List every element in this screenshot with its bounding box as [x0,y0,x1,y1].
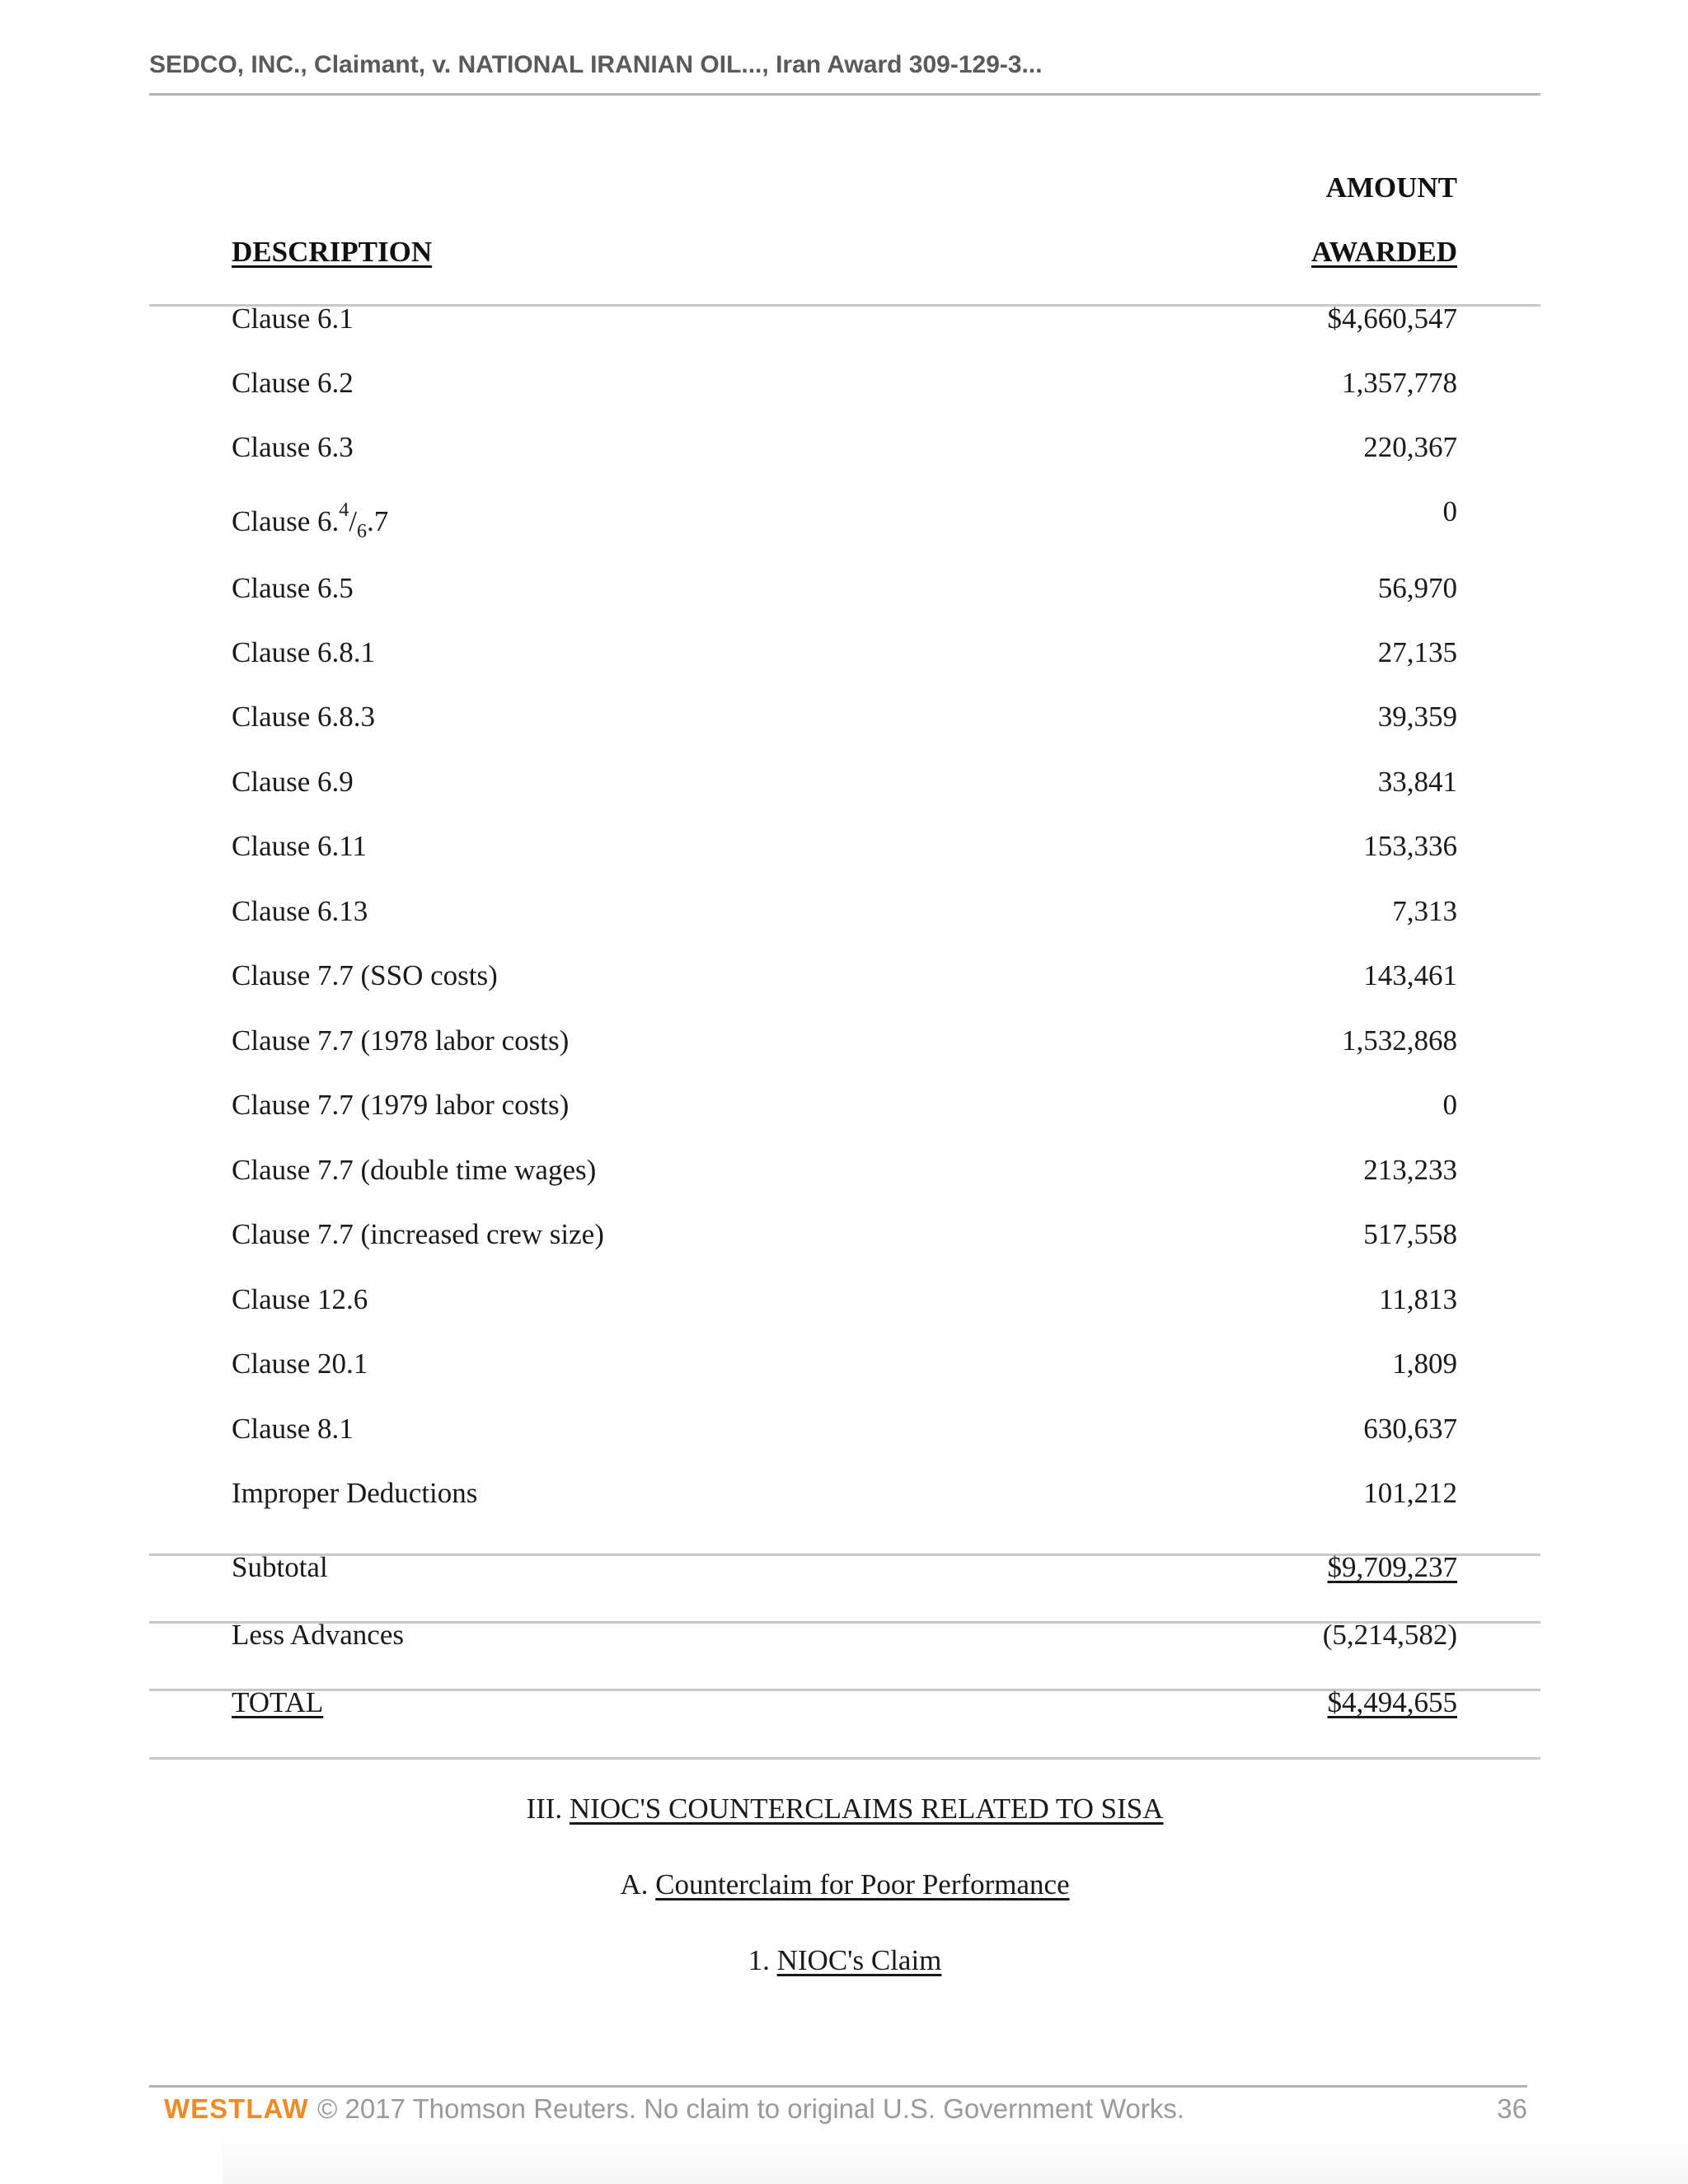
table-row [232,495,1457,542]
row-amount: 517,558 [1363,1218,1457,1250]
row-description: Clause 7.7 (increased crew size) [232,1218,604,1250]
total-label: TOTAL [232,1686,324,1718]
table-row [232,1347,1457,1389]
column-header-amount-line1: AMOUNT [1325,171,1457,204]
section-title: Counterclaim for Poor Performance [655,1868,1070,1900]
row-description: Clause 7.7 (1979 labor costs) [232,1089,570,1121]
row-amount: 143,461 [1363,959,1457,991]
table-row [232,1283,1457,1324]
row-description: Clause 7.7 (1978 labor costs) [232,1024,570,1057]
row-description-suffix: .7 [367,505,389,537]
row-description: Clause 6.11 [232,830,367,862]
row-amount: 39,359 [1377,701,1457,733]
section-heading-1 [149,1944,1540,1977]
total-amount: $4,494,655 [1327,1686,1457,1718]
subtotal-row [232,1551,1457,1592]
row-amount: 1,532,868 [1342,1024,1457,1057]
row-amount: 0 [1442,495,1457,527]
row-description: Clause 12.6 [232,1283,368,1315]
table-row [232,830,1457,871]
row-amount: 33,841 [1377,766,1457,798]
row-amount: 101,212 [1363,1477,1457,1509]
row-description: Clause 7.7 (SSO costs) [232,959,498,991]
section-number: A. [620,1868,649,1900]
subtotal-amount: $9,709,237 [1327,1551,1457,1583]
row-amount: 220,367 [1363,431,1457,463]
footer-divider [149,2085,1527,2088]
table-bottom-divider [149,1757,1540,1760]
row-description-subscript: 6 [357,521,367,542]
table-row [232,1089,1457,1130]
advances-amount: (5,214,582) [1322,1619,1457,1651]
row-amount: $4,660,547 [1327,302,1457,335]
table-row [232,572,1457,613]
row-description [232,499,389,542]
westlaw-logo: WESTLAW [164,2093,309,2124]
advances-label: Less Advances [232,1619,404,1651]
section-heading-a [149,1868,1540,1901]
table-row [232,636,1457,677]
row-amount: 56,970 [1377,572,1457,604]
row-amount: 27,135 [1377,636,1457,668]
total-row [232,1686,1457,1727]
row-description-slash: / [349,505,357,537]
table-row [232,959,1457,1001]
table-row [232,1413,1457,1454]
column-header-description: DESCRIPTION [232,236,433,268]
row-description: Clause 6.1 [232,302,354,335]
subtotal-label: Subtotal [232,1551,328,1583]
row-amount: 7,313 [1392,895,1457,927]
table-row [232,1024,1457,1066]
section-title: NIOC's Claim [776,1944,942,1976]
table-row [232,431,1457,472]
copyright-notice: © 2017 Thomson Reuters. No claim to original U.S. Government Works. [317,2093,1185,2124]
page-number: 36 [1497,2093,1527,2124]
row-amount: 1,809 [1392,1347,1457,1380]
table-row [232,895,1457,936]
section-number: III. [526,1793,563,1825]
row-amount: 1,357,778 [1342,367,1457,399]
row-description: Clause 6.2 [232,367,354,399]
row-description: Clause 6.8.3 [232,701,376,733]
row-description: Clause 6.8.1 [232,636,376,668]
section-title: NIOC'S COUNTERCLAIMS RELATED TO SISA [569,1793,1164,1825]
document-header-title: SEDCO, INC., Claimant, v. NATIONAL IRANIAN OIL..., Iran Award 309-129-3... [149,51,1043,78]
table-row [232,1154,1457,1195]
section-heading-iii [149,1793,1540,1825]
table-row [232,367,1457,408]
table-row [232,1218,1457,1259]
advances-row [232,1619,1457,1660]
row-amount: 11,813 [1379,1283,1457,1315]
bottom-shade [223,2135,1688,2184]
section-number: 1. [748,1944,770,1976]
row-description: Clause 6.13 [232,895,368,927]
row-description: Clause 7.7 (double time wages) [232,1154,597,1186]
column-header-amount-line2: AWARDED [1311,236,1457,268]
row-amount: 153,336 [1363,830,1457,862]
row-amount: 630,637 [1363,1413,1457,1445]
row-description: Clause 6.5 [232,572,354,604]
row-description: Improper Deductions [232,1477,478,1509]
table-row [232,1477,1457,1518]
row-description: Clause 6.3 [232,431,354,463]
row-description: Clause 8.1 [232,1413,354,1445]
row-description-superscript: 4 [339,499,349,521]
page-footer [164,2093,1527,2130]
table-row [232,766,1457,807]
row-description-prefix: Clause 6. [232,505,340,537]
row-amount: 0 [1442,1089,1457,1121]
table-row [232,701,1457,742]
row-description: Clause 6.9 [232,766,354,798]
row-amount: 213,233 [1363,1154,1457,1186]
table-row [232,302,1457,344]
header-divider [149,93,1540,96]
row-description: Clause 20.1 [232,1347,368,1380]
